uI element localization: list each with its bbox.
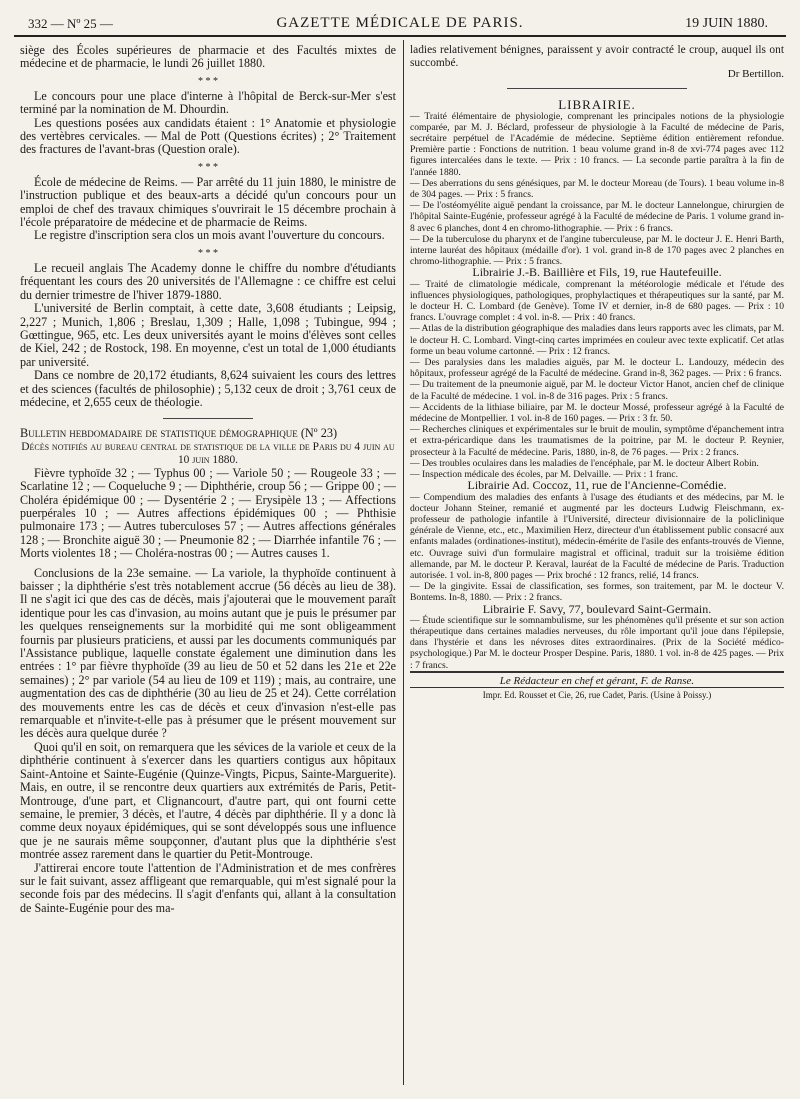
list-item: — Inspection médicale des écoles, par M. Delvaille. — Prix : 1 franc. (410, 469, 679, 481)
separator (507, 88, 687, 89)
list-item: — Traité de climatologie médicale, comprenant la météorologie médicale et l'étude des influences physiologiques, pathologiques, prophylactiques et thérapeutiques sur la santé, par M. le docteur H. C. Lombard (de Genève). Tome IV et dernier, in-8 de 680 pages. — Prix : 10 francs. L'ouvrage complet : 4 vol. in-8. — Prix : 40 francs. (410, 278, 784, 324)
publisher-heading: Librairie F. Savy, 77, boulevard Saint-Germain. (482, 601, 712, 616)
page-number: 332 — Nº 25 — (28, 16, 113, 31)
imprint: Impr. Ed. Rousset et Cie, 26, rue Cadet, Paris. (Usine à Poissy.) (410, 687, 784, 701)
list-item: — Du traitement de la pneumonie aiguë, par M. le docteur Victor Hanot, ancien chef de clinique de la Faculté de médecine. 1 vol. in-8 de 316 pages. Prix : 5 francs. (410, 379, 784, 402)
publisher-heading: Librairie J.-B. Baillière et Fils, 19, rue Hautefeuille. (472, 265, 722, 280)
bulletin-title: Bulletin hebdomadaire de statistique démographique (Nº 23) (20, 426, 338, 441)
bulletin-subtitle: Décès notifiés au bureau central de statistique de la ville de Paris du 4 juin au 10 juin 1880. (21, 440, 395, 466)
paragraph: Le concours pour une place d'interne à l'hôpital de Berck-sur-Mer s'est terminé par la nomination de M. Dhourdin. (20, 88, 396, 117)
list-item: — Étude scientifique sur le somnambulisme, sur les phénomènes qu'il présente et sur son action thérapeutique dans certaines maladies nerveuses, du rôle important qu'il joue dans l'épilepsie, dans l'hystérie et dans les névroses dites extraordinaires. (Prix de la Société médico-psychologique.) Par M. le docteur Prosper Despine. Paris, 1880. 1 vol. in-8 de 425 pages. — Prix : 7 francs. (410, 614, 784, 671)
list-item: — Atlas de la distribution géographique des maladies dans leurs rapports avec les climats, par M. le docteur H. C. Lombard. Vingt-cinq cartes imprimées en couleur avec texte explicatif. Cet atlas forme un beau volume cartonné. — Prix : 12 francs. (410, 323, 784, 357)
section-stars: * * * (198, 247, 218, 259)
paragraph: ladies relativement bénignes, paraissent y avoir contracté le croup, auquel ils ont succombé. (410, 44, 784, 69)
list-item: — De la gingivite. Essai de classification, ses formes, son traitement, par M. le docteur V. Bontems. In-8, 1880. — Prix : 2 francs. (410, 581, 784, 604)
left-column (20, 44, 396, 915)
list-item: — Accidents de la lithiase biliaire, par M. le docteur Mossé, professeur agrégé à la Faculté de médecine de Montpellier. 1 vol. in-8 de 160 pages. — Prix : 3 fr. 50. (410, 401, 784, 425)
right-column (410, 44, 784, 701)
paragraph: Conclusions de la 23e semaine. — La variole, la thyphoïde continuent à baisser ; la diphthérie s'est très notablement accrue (56 décès au lieu de 38). Il ne s'agit ici que des cas de décès, mais j'ajouterai que le mouvement paraît identique pour les cas d'invasion, au moins autant que je puis le présumer par les quelques renseignements sur la morbidité qui me sont obligeamment fournis par plusieurs praticiens, et aussi par les documents communiqués par l'Assistance publique, laquelle constate également une diminution dans les entrées : 1° par fièvre thyphoïde (39 au lieu de 50 et 52 dans les 21e et 22e semaines) ; 2° par variole (54 au lieu de 109 et 119) ; mais, au contraire, une augmentation des cas de diphthérie (30 au lieu de 25 et 24). Cette corrélation des mouvements entre les cas de décès et ceux d'invasion n'est-elle pas remarquable et n'invite-t-elle pas à présumer que le présent mouvement sur les décès aura quelque durée ? (20, 565, 396, 741)
paragraph: École de médecine de Reims. — Par arrêté du 11 juin 1880, le ministre de l'instruction publique et des beaux-arts a décidé qu'un concours pour un emploi de chef des travaux chimiques s'ouvrirait le 15 décembre prochain à l'école préparatoire de médecine et de pharmacie de Reims. (20, 174, 396, 230)
editor-signature: Le Rédacteur en chef et gérant, F. de Ranse. (410, 671, 784, 687)
list-item: — De la tuberculose du pharynx et de l'angine tuberculeuse, par M. le docteur J. E. Henri Barth, interne lauréat des hôpitaux (médaille d'or). 1 vol. grand in-8 de 170 pages avec 2 planches en chromo-lithographie. — Prix : 5 francs. (410, 233, 784, 268)
paragraph: Les questions posées aux candidats étaient : 1° Anatomie et physiologie des vertèbres cervicales. — Mal de Pott (Questions écrites) ; 2° Traitement des fractures de l'avant-bras (Question orale). (20, 115, 396, 157)
paragraph: Le recueil anglais The Academy donne le chiffre du nombre d'étudiants fréquentant les cours des 20 universités de l'Allemagne : ce chiffre est celui du dernier trimestre de l'hiver 1879-1880. (20, 260, 396, 302)
paragraph: Quoi qu'il en soit, on remarquera que les sévices de la variole et ceux de la diphthérie continuent à s'exercer dans les quartiers contigus aux hôpitaux Saint-Antoine et Sainte-Eugénie (Quinze-Vingts, Picpus, Sainte-Marguerite). Mais, en outre, il se rencontre deux quartiers aux extrémités de Paris, Petit-Montrouge, d'une part, et Clignancourt, d'autre part, qui ont fourni cette semaine, le premier, 3 décès, et l'autre, 4 décès par diphthérie. Il y a donc là comme deux noyaux épidémiques, qui se sont développés sous une influence que je ne saurais même soupçonner, d'autant plus que la diphthérie s'est montrée assez rarement dans le quartier du Petit-Montrouge. (20, 739, 396, 862)
issue-date: 19 JUIN 1880. (685, 16, 768, 31)
list-item: — Des aberrations du sens génésiques, par M. le docteur Moreau (de Tours). 1 beau volume in-8 de 304 pages. — Prix : 5 francs. (410, 177, 784, 201)
paragraph: L'université de Berlin comptait, à cette date, 3,608 étudiants ; Leipsig, 2,227 ; Munich, 1,806 ; Breslau, 1,309 ; Halle, 1,098 ; Tubingue, 994 ; Gœttingue, 965, etc. Les deux universités ayant le moins d'élèves sont celles de Kiel, 242 ; de Rostock, 198. En moyenne, c'est un total de 1,000 étudiants par université. (20, 301, 396, 369)
publisher-heading: Librairie Ad. Coccoz, 11, rue de l'Ancienne-Comédie. (467, 478, 727, 493)
signature: Dr Bertillon. (727, 68, 784, 81)
list-item: — De l'ostéomyélite aiguë pendant la croissance, par M. le docteur Lannelongue, chirurgien de l'hôpital Sainte-Eugénie, professeur agrégé à la Faculté de médecine de Paris. 1 volume grand in-8 avec 6 planches, dont 4 en chromo-lithographie. — Prix : 6 francs. (410, 200, 784, 234)
section-stars: * * * (198, 161, 218, 173)
list-item: — Recherches cliniques et expérimentales sur le bruit de moulin, symptôme d'épanchement intra et extra-péricardique dans les traumatismes de la poitrine, par M. le docteur P. Reynier, prosecteur à la Faculté de médecine. Paris, 1880, in-8, de 76 pages. — Prix : 2 francs. (410, 424, 784, 458)
section-stars: * * * (198, 75, 218, 87)
header-rule (14, 35, 786, 37)
list-item: — Des troubles oculaires dans les maladies de l'encéphale, par M. le docteur Albert Robin. (410, 457, 759, 469)
paragraph: siège des Écoles supérieures de pharmacie et des Facultés mixtes de médecine et de pharmacie, le lundi 26 juillet 1880. (20, 43, 396, 71)
paragraph: J'attirerai encore toute l'attention de l'Administration et de mes confrères sur le fait suivant, assez affligeant que remarquable, qui m'est signalé pour la seconde fois par des médecins. Il s'agit d'enfants qui, allant à la consultation de Sainte-Eugénie pour des ma- (20, 860, 396, 915)
column-divider (403, 40, 404, 1085)
list-item: — Des paralysies dans les maladies aiguës, par M. le docteur L. Landouzy, médecin des hôpitaux, professeur agrégé de la Faculté de médecine. Grand in-8, 362 pages. — Prix : 6 francs. (410, 357, 784, 380)
page-header (18, 14, 782, 34)
list-item: — Traité élémentaire de physiologie, comprenant les principales notions de la physiologie comparée, par M. J. Béclard, professeur de physiologie à la Faculté de médecine de Paris, secrétaire perpétuel de l'Académie de médecine. Septième édition entièrement refondue. Première partie : Fonctions de nutrition. 1 beau volume grand in-8 de xvi-774 pages avec 112 figures intercalées dans le texte. — Prix : 10 francs. — La seconde partie paraîtra à la fin de l'année 1880. (410, 110, 784, 178)
paragraph: Dans ce nombre de 20,172 étudiants, 8,624 suivaient les cours des lettres et des sciences (facultés de philosophie) ; 5,132 ceux de droit ; 3,761 ceux de médecine, et 2,655 ceux de théologie. (20, 368, 396, 409)
paragraph: Le registre d'inscription sera clos un mois avant l'ouverture du concours. (34, 228, 385, 243)
paragraph: Fièvre typhoïde 32 ; — Typhus 00 ; — Variole 50 ; — Rougeole 33 ; — Scarlatine 12 ; — Coqueluche 9 ; — Diphthérie, croup 56 ; — Grippe 00 ; — Choléra épidémique 00 ; — Dysentérie 2 ; — Erysipèle 13 ; — Affections puerpérales 10 ; — Autres affections épidémiques 00 ; — Phthisie pulmonaire 173 ; — Autres tuberculoses 57 ; — Autres affections générales 128 ; — Bronchite aiguë 30 ; — Pneumonie 82 ; — Diarrhée infantile 76 ; — Morts violentes 18 ; — Choléra-nostras 00 ; — Autres causes 1. (20, 465, 396, 561)
separator (163, 418, 253, 419)
list-item: — Compendium des maladies des enfants à l'usage des étudiants et des médecins, par M. le docteur Johann Steiner, remanié et augmenté par les docteurs Ludwig Fleischmann, ex-professeur de pathologie infantile à l'Université, directeur divisionnaire de la policlinique générale de Vienne, etc., etc., Maximilien Herz, directeur d'un établissement public consacré aux enfants malades (ordinationes-institut), médecin-émérite de l'asile des enfants-trouvés de Vienne, etc. Ouvrage suivi d'un formulaire magistral et officinal, traduit sur la troisième édition allemande, par M. le docteur P. Keraval, lauréat de la Faculté de médecine de Paris. Traduction autorisée. 1 vol. in-8, 800 pages — Prix broché : 12 francs, relié, 14 francs. (410, 491, 784, 581)
section-title: LIBRAIRIE. (558, 97, 636, 113)
journal-title: GAZETTE MÉDICALE DE PARIS. (276, 15, 524, 31)
